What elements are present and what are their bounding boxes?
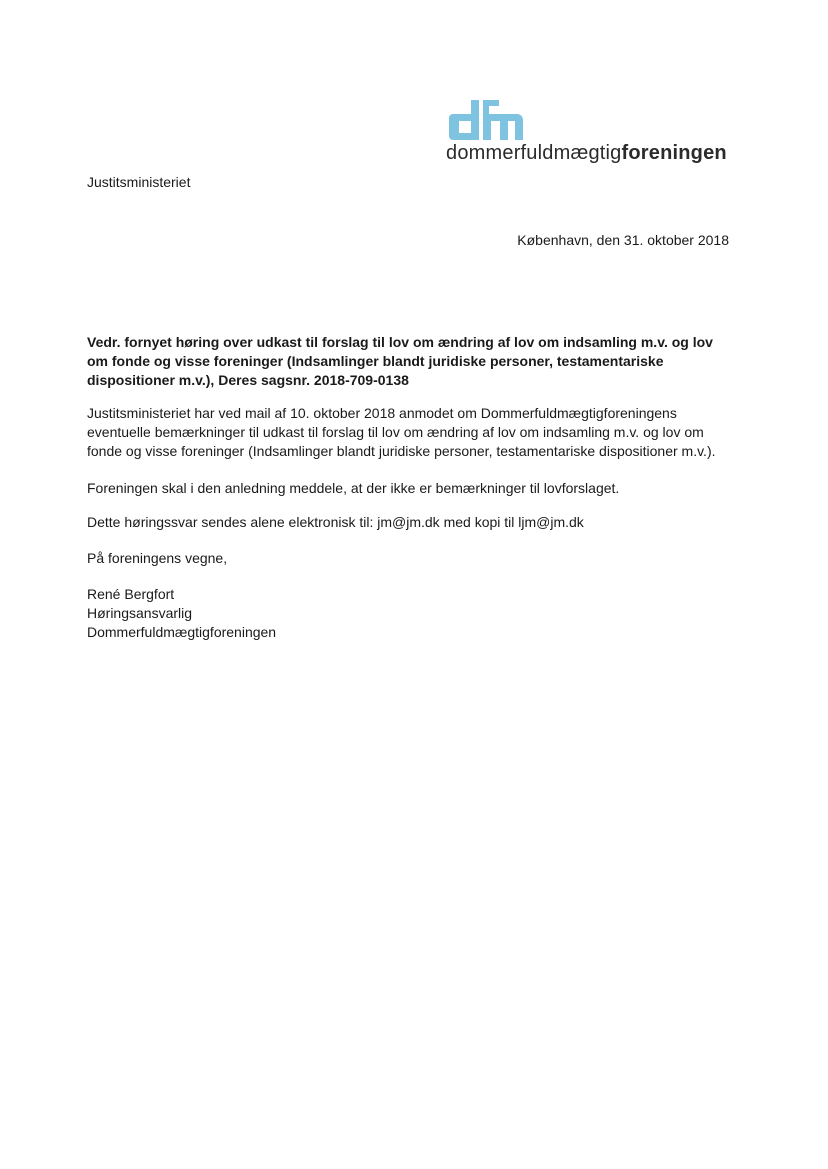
logo-wordmark-regular: dommerfuldmægtig <box>446 142 622 164</box>
signatory-role: Høringsansvarlig <box>87 605 193 621</box>
signatory-name: René Bergfort <box>87 586 175 602</box>
organization-logo <box>444 96 727 168</box>
letter-subject: Vedr. fornyet høring over udkast til forslag til lov om ændring af lov om indsamling m.v. og lov om fonde og visse foreninger (Indsamlinger blandt juridiske personer, testamentariske dispositioner m.v.), Deres sagsnr. 2018-709-0138 <box>87 334 713 388</box>
body-paragraph: Dette høringssvar sendes alene elektronisk til: jm@jm.dk med kopi til ljm@jm.dk <box>87 514 584 530</box>
logo-wordmark <box>446 142 727 165</box>
closing-line: På foreningens vegne, <box>87 550 228 566</box>
recipient: Justitsministeriet <box>87 174 191 190</box>
body-paragraph: Justitsministeriet har ved mail af 10. oktober 2018 anmodet om Dommerfuldmægtigforeningens eventuelle bemærkninger til udkast til forslag til lov om ændring af lov om indsamling m.v. og lov om fonde og visse foreninger (Indsamlinger blandt juridiske personer, testamentariske dispositioner m.v.). <box>87 405 716 459</box>
dfm-logo-mark <box>449 96 525 144</box>
letter-date: København, den 31. oktober 2018 <box>517 232 729 248</box>
signature-block <box>87 585 276 642</box>
signatory-organization: Dommerfuldmægtigforeningen <box>87 624 277 640</box>
body-paragraph: Foreningen skal i den anledning meddele, at der ikke er bemærkninger til lovforslaget. <box>87 480 620 496</box>
logo-wordmark-bold: foreningen <box>621 142 727 164</box>
